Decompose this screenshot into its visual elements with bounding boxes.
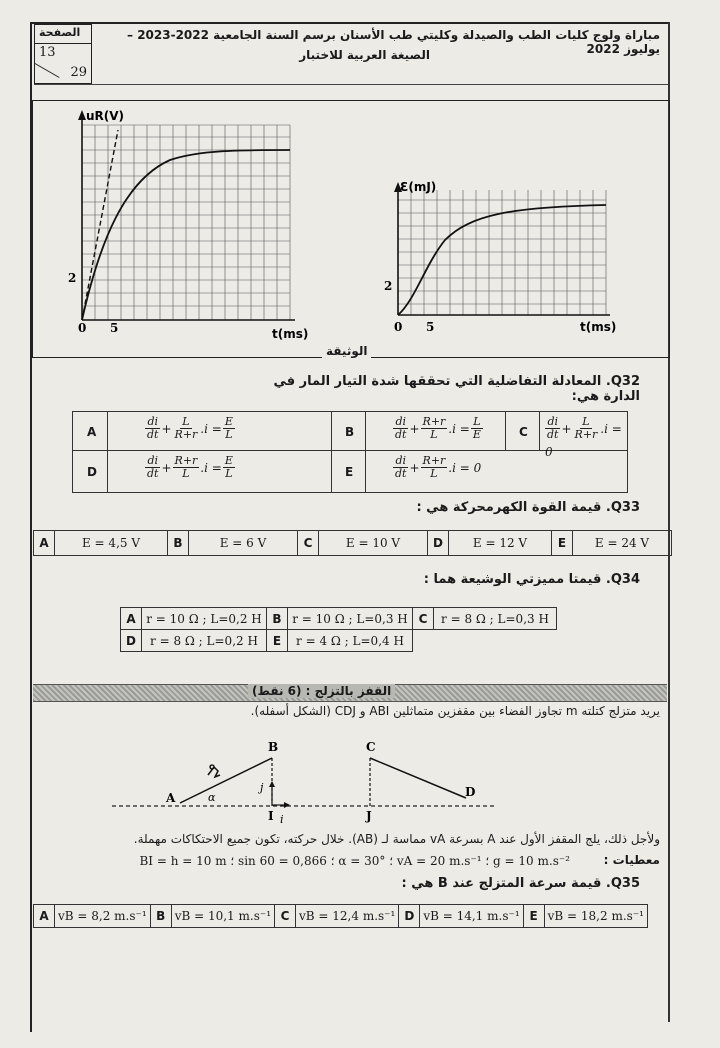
q33-option-d[interactable]: E = 12 V: [449, 531, 552, 556]
q33-row: [34, 531, 672, 556]
point-d: D: [465, 785, 476, 799]
page-number-box: [34, 24, 92, 84]
document-caption: الوثيقة: [322, 344, 371, 358]
q35-option-c[interactable]: vB = 12,4 m.s⁻¹: [296, 905, 399, 928]
graph-left-x0: 0: [78, 321, 87, 335]
q34-title: Q34. قيمتا مميزتي الوشيعة هما :: [423, 572, 640, 587]
q34-option-d[interactable]: r = 8 Ω ; L=0,2 H: [142, 630, 267, 652]
q32-title: Q32. المعادلة التفاضلية التي تحققها شدة التيار المار في الدارة هي:: [273, 374, 640, 404]
page-total: 29: [70, 65, 87, 80]
q34-label-b: B: [267, 608, 288, 630]
q32-option-b[interactable]: $\frac{di}{dt}$ + $\frac{R+r}{L}$ .i = $\frac{L}{E}$: [395, 415, 481, 441]
q34-option-a[interactable]: r = 10 Ω ; L=0,2 H: [142, 608, 267, 630]
point-a: A: [166, 791, 176, 805]
graph-left-ylabel: uR(V): [86, 109, 125, 123]
q35-label-c: C: [275, 905, 296, 928]
q35-answer-table: [33, 904, 648, 928]
graph-right-x0: 0: [394, 320, 403, 334]
q33-label-a: A: [34, 531, 55, 556]
q33-option-c[interactable]: E = 10 V: [319, 531, 428, 556]
givens-values: g = 10 m.s⁻² ؛ vA = 20 m.s⁻¹ ؛ α = 30° ؛ sin 60 = 0,866 ؛ BI = h = 10 m: [139, 854, 570, 868]
q34-row-1: [121, 608, 557, 630]
q33-label-e: E: [552, 531, 573, 556]
q32-option-d[interactable]: $\frac{di}{dt}$ + $\frac{R+r}{L}$ .i = $\frac{E}{L}$: [147, 454, 233, 480]
graph-left-ytick: 2: [68, 271, 77, 285]
q34-answer-table: [120, 607, 557, 652]
q34-option-e[interactable]: r = 4 Ω ; L=0,4 H: [288, 630, 413, 652]
q32-label-a: A: [87, 425, 97, 439]
q33-option-a[interactable]: E = 4,5 V: [55, 531, 168, 556]
ski-diagram: [100, 735, 520, 830]
q33-title: Q33. قيمة القوة الكهرمحركة هي :: [416, 500, 640, 515]
q35-option-d[interactable]: vB = 14,1 m.s⁻¹: [420, 905, 523, 928]
q32-label-d: D: [87, 465, 97, 479]
graph-left-x5: 5: [110, 321, 119, 335]
givens-label: معطيات :: [603, 853, 660, 867]
q34-option-b[interactable]: r = 10 Ω ; L=0,3 H: [288, 608, 413, 630]
graph-left-xlabel: t(ms): [272, 327, 309, 341]
q32-label-b: B: [345, 425, 355, 439]
q35-option-a[interactable]: vB = 8,2 m.s⁻¹: [55, 905, 151, 928]
section-title: القفز بالتزلج : (6 نقط): [248, 684, 395, 698]
header-line1: مباراة ولوج كليات الطب والصيدلة وكليتي طب الأسنان برسم السنة الجامعية 2022-2023 – يوليوز 2022: [127, 28, 660, 56]
q32-option-c[interactable]: $\frac{di}{dt}$ + $\frac{L}{R+r}$ .i = 0: [545, 415, 622, 459]
q34-row-2: [121, 630, 557, 652]
q35-row: [34, 905, 648, 928]
q32-option-a[interactable]: $\frac{di}{dt}$ + $\frac{L}{R+r}$ .i = $\frac{E}{L}$: [147, 415, 233, 441]
graph-right-xlabel: t(ms): [580, 320, 617, 334]
q34-label-a: A: [121, 608, 142, 630]
i-arrow: [284, 802, 290, 808]
ski-text2: ولأجل ذلك، يلج المقفز الأول عند A بسرعة vA مماسة لـ (AB). خلال حركته، تكون جميع الاحتكاكات مهملة.: [133, 832, 660, 846]
q35-label-a: A: [34, 905, 55, 928]
skier-icon: [208, 765, 220, 777]
q35-label-d: D: [399, 905, 420, 928]
point-b: B: [268, 740, 279, 754]
q33-label-b: B: [168, 531, 189, 556]
q32-label-c: C: [519, 425, 528, 439]
q34-label-e: E: [267, 630, 288, 652]
q35-title: Q35. قيمة سرعة المتزلج عند B هي :: [401, 876, 640, 891]
q32-option-e[interactable]: $\frac{di}{dt}$ + $\frac{R+r}{L}$ .i = 0: [395, 454, 482, 480]
point-c: C: [366, 740, 376, 754]
graph-right: [370, 175, 650, 345]
q34-label-d: D: [121, 630, 142, 652]
label-i: i: [280, 813, 284, 826]
q32-label-e: E: [345, 465, 354, 479]
q35-option-e[interactable]: vB = 18,2 m.s⁻¹: [544, 905, 647, 928]
angle-alpha: α: [208, 791, 216, 804]
header-line2: الصيغة العربية للاختبار: [299, 48, 430, 62]
q35-label-e: E: [523, 905, 544, 928]
q32-answer-table: [72, 411, 628, 493]
q33-label-d: D: [428, 531, 449, 556]
q34-option-c[interactable]: r = 8 Ω ; L=0,3 H: [434, 608, 557, 630]
q33-label-c: C: [298, 531, 319, 556]
page-label: الصفحة: [39, 26, 81, 39]
page-number: 13: [39, 45, 56, 60]
point-i: I: [268, 809, 274, 823]
page-top-border: [30, 22, 670, 24]
y-arrow-left: [78, 110, 86, 120]
q34-label-c: C: [413, 608, 434, 630]
q33-answer-table: [33, 530, 672, 556]
q33-option-e[interactable]: E = 24 V: [573, 531, 672, 556]
ramp-ab: [180, 758, 272, 803]
q35-option-b[interactable]: vB = 10,1 m.s⁻¹: [171, 905, 274, 928]
graph-left: [40, 100, 340, 350]
point-j: J: [366, 809, 372, 823]
label-j: j: [260, 781, 264, 794]
graph-right-x5: 5: [426, 320, 435, 334]
grid-right: [398, 190, 606, 315]
q35-label-b: B: [150, 905, 171, 928]
j-arrow: [269, 781, 275, 787]
graph-right-ylabel: Ɛ(mJ): [400, 180, 437, 194]
ski-intro: يريد متزلج كتلته m تجاوز الفضاء بين مقفزين متماثلين ABI و CDJ (الشكل أسفله).: [250, 704, 660, 718]
ramp-cd: [370, 758, 466, 798]
q33-option-b[interactable]: E = 6 V: [189, 531, 298, 556]
graph-right-ytick: 2: [384, 279, 393, 293]
